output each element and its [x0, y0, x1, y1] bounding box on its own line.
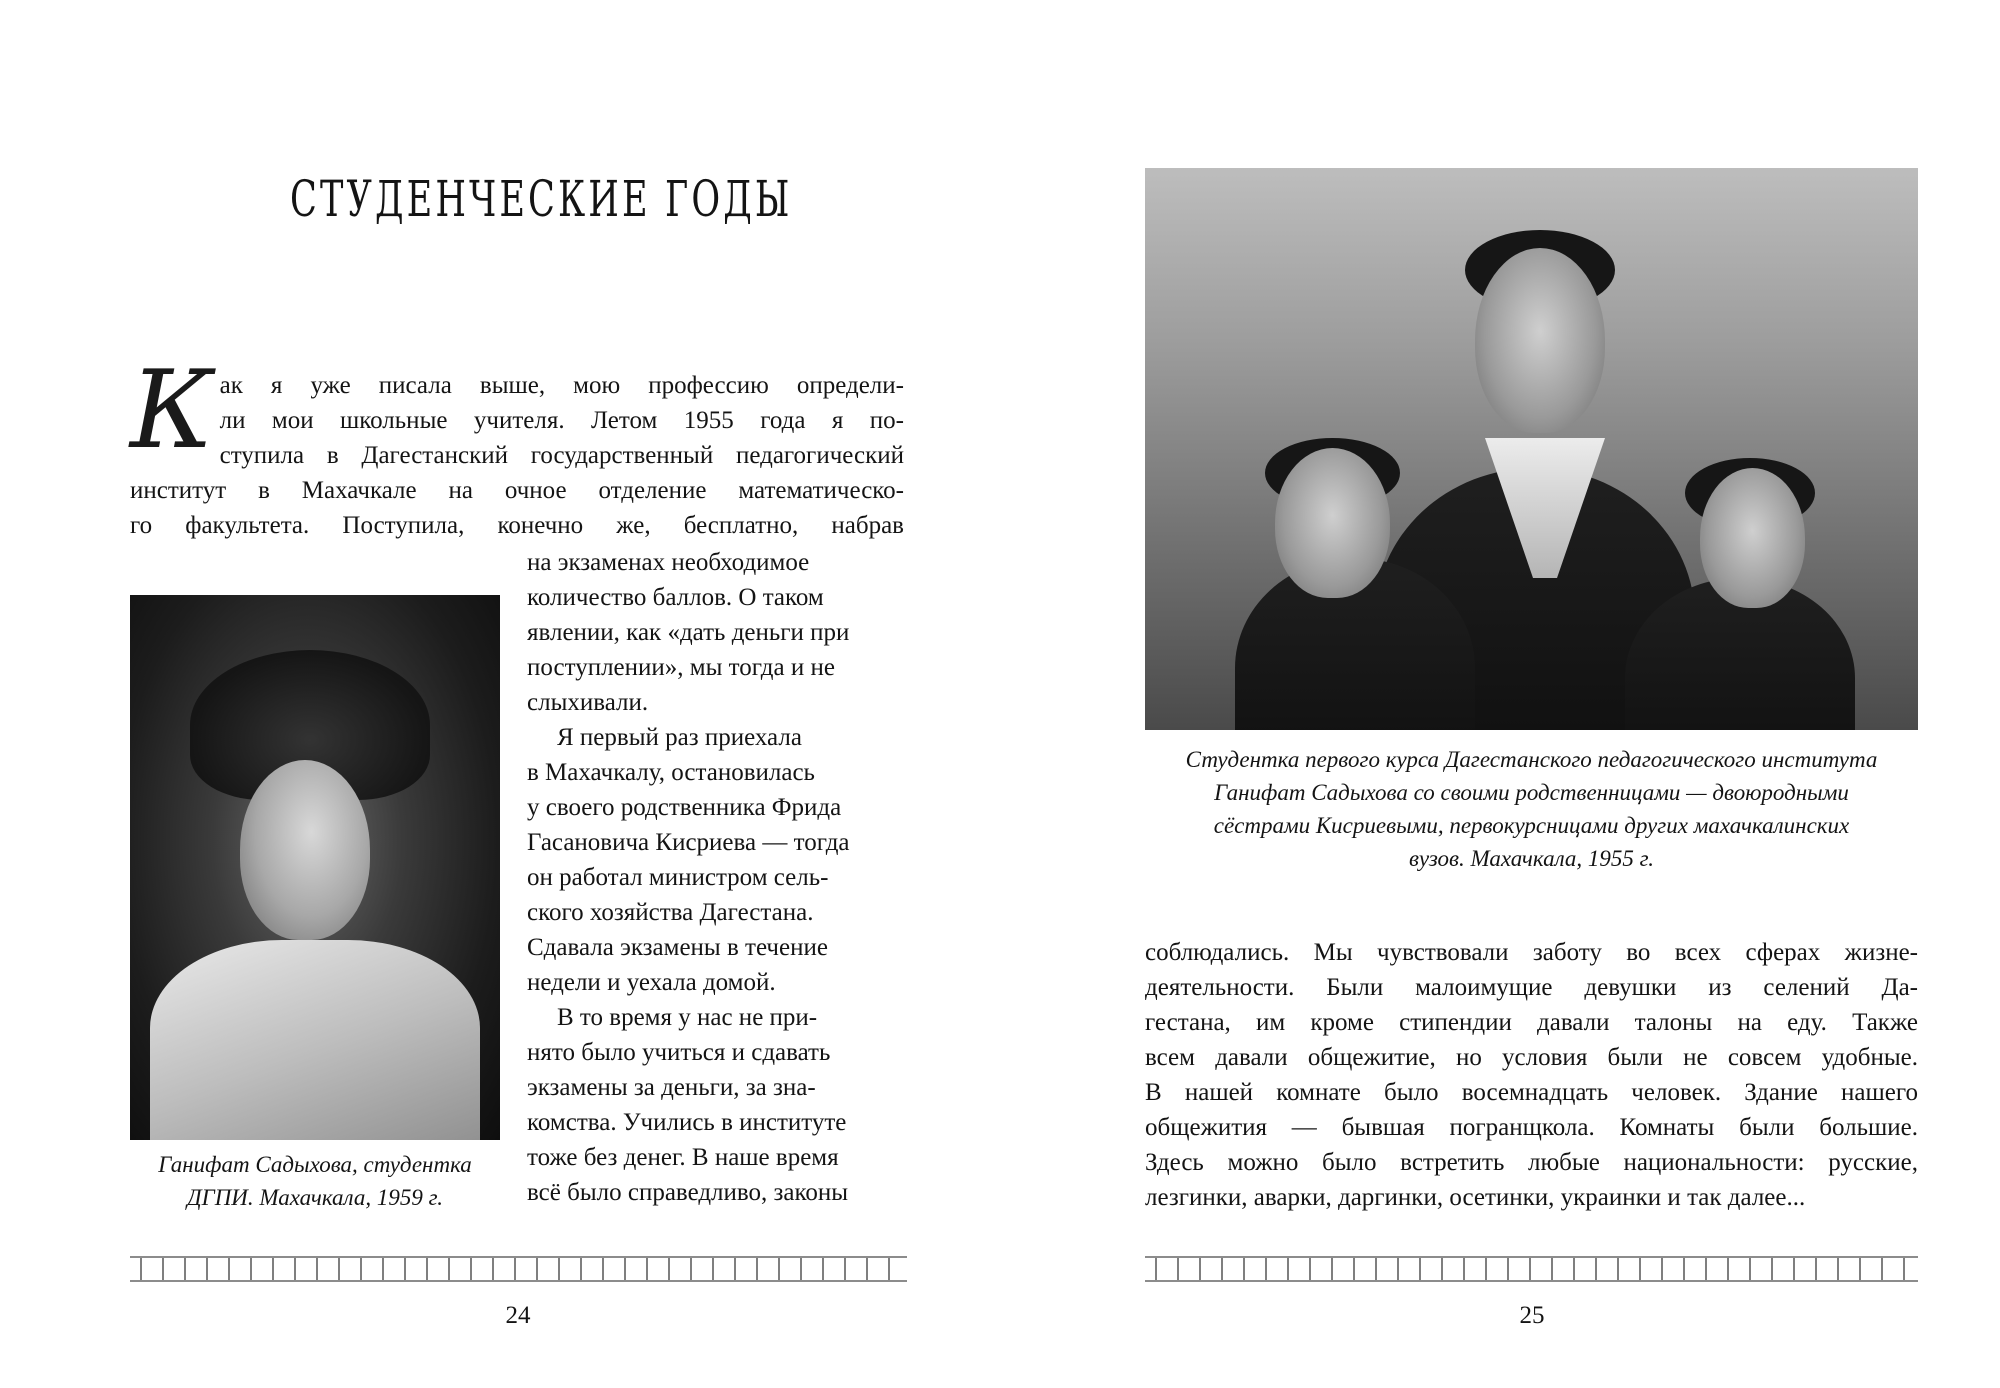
text-line: на экзаменах необходимое — [527, 549, 810, 576]
text-line: недели и уехала домой. — [527, 969, 776, 996]
text-line: тоже без денег. В наше время — [527, 1144, 839, 1171]
text-line: соблюдались. Мы чувствовали заботу во всех сферах жизне- — [1145, 939, 1918, 966]
text-line: деятельности. Были малоимущие девушки из селений Да- — [1145, 974, 1918, 1001]
text-line: слыхивали. — [527, 689, 649, 716]
text-line: количество баллов. О таком — [527, 584, 824, 611]
continued-paragraph — [1145, 935, 1918, 1215]
right-page — [1000, 0, 2000, 1388]
text-line: общежития — бывшая погранщкола. Комнаты были большие. — [1145, 1114, 1918, 1141]
text-line: лезгинки, аварки, даргинки, осетинки, украинки и так далее... — [1145, 1184, 1806, 1211]
text-line: всё было справедливо, законы — [527, 1179, 849, 1206]
photo-face — [240, 760, 370, 940]
text-line: го факультета. Поступила, конечно же, бесплатно, набрав — [130, 512, 904, 539]
text-line: нято было учиться и сдавать — [527, 1039, 831, 1066]
ornament-divider — [1145, 1256, 1918, 1282]
text-line: гестана, им кроме стипендии давали талоны на еду. Также — [1145, 1009, 1918, 1036]
text-line: комства. Учились в институте — [527, 1109, 847, 1136]
text-line: институт в Махачкале на очное отделение математическо- — [130, 477, 904, 504]
dropcap-letter: К — [130, 348, 214, 473]
text-line: В нашей комнате было восемнадцать человек. Здание нашего — [1145, 1079, 1918, 1106]
text-line: Сдавала экзамены в течение — [527, 934, 828, 961]
caption-line: сёстрами Кисриевыми, первокурсницами других махачкалинских — [1213, 813, 1850, 838]
caption-line: Студентка первого курса Дагестанского педагогического института — [1185, 747, 1878, 772]
text-line: явлении, как «дать деньги при — [527, 619, 850, 646]
text-line: поступлении», мы тогда и не — [527, 654, 835, 681]
photo-face — [1275, 448, 1390, 598]
text-line: Гасановича Кисриева — тогда — [527, 829, 850, 856]
text-line: Я первый раз приехала — [557, 724, 802, 751]
caption-line: вузов. Махачкала, 1955 г. — [1408, 846, 1655, 871]
text-line: экзамены за деньги, за зна- — [527, 1074, 816, 1101]
photo-blouse — [150, 940, 480, 1140]
group-photo — [1145, 168, 1918, 730]
page-number: 25 — [1519, 1302, 1545, 1329]
intro-paragraph — [130, 348, 904, 543]
caption-line: ДГПИ. Махачкала, 1959 г. — [186, 1185, 443, 1210]
photo-face — [1475, 248, 1605, 433]
ornament-divider — [130, 1256, 907, 1282]
chapter-title: СТУДЕНЧЕСКИЕ ГОДЫ — [290, 170, 793, 228]
caption-line: Ганифат Садыхова, студентка — [158, 1152, 472, 1177]
text-line: В то время у нас не при- — [557, 1004, 818, 1031]
text-line: в Махачкалу, остановилась — [527, 759, 815, 786]
text-line: он работал министром сель- — [527, 864, 829, 891]
text-line: у своего родственника Фрида — [527, 794, 842, 821]
text-line: всем давали общежитие, но условия были не совсем удобные. — [1145, 1044, 1918, 1071]
text-line: ак я уже писала выше, мою профессию определи- — [219, 372, 904, 399]
text-line: ского хозяйства Дагестана. — [527, 899, 814, 926]
text-line: ли мои школьные учителя. Летом 1955 года я по- — [219, 407, 904, 434]
portrait-photo — [130, 595, 500, 1140]
page-number: 24 — [505, 1302, 531, 1329]
group-photo-caption — [1145, 743, 1918, 875]
photo-face — [1700, 468, 1805, 608]
column-text — [527, 545, 907, 1210]
portrait-caption — [130, 1148, 500, 1214]
text-line: Здесь можно было встретить любые национальности: русские, — [1145, 1149, 1918, 1176]
text-line: ступила в Дагестанский государственный педагогический — [219, 442, 904, 469]
caption-line: Ганифат Садыхова со своими родственницами — двоюродными — [1214, 780, 1849, 805]
